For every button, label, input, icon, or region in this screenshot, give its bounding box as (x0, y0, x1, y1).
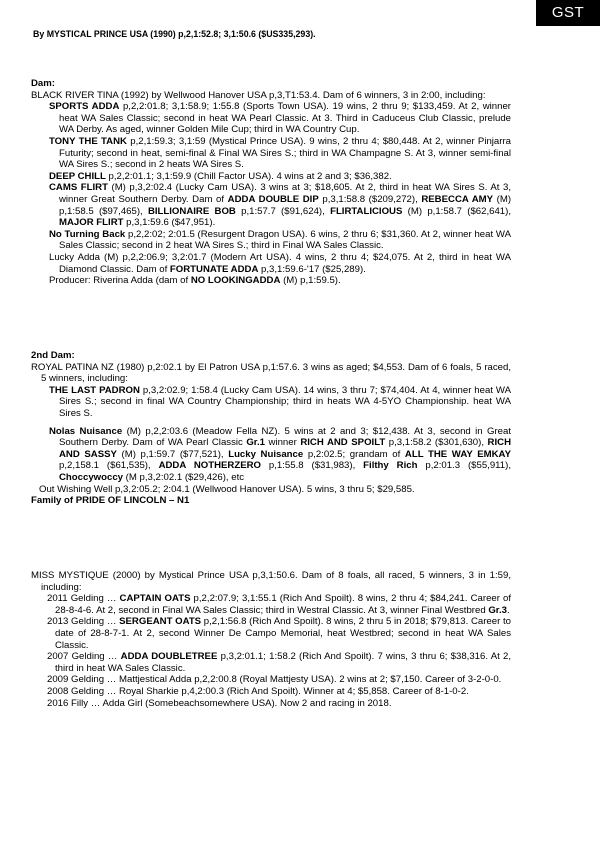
mystique-section (31, 570, 511, 709)
producer-entry (49, 275, 511, 287)
foal-entry: 2016 Filly … Adda Girl (Somebeachsomewhere USA). Now 2 and racing in 2018. (47, 697, 392, 709)
foal-prefix: 2011 Gelding … (47, 593, 120, 605)
mystique-line: MISS MYSTIQUE (2000) by Mystical Prince USA p,3,1:50.6. Dam of 8 foals, all raced, 5 winners, 3 in 1:59, including: (31, 570, 511, 593)
gst-badge: GST (536, 0, 600, 26)
second-dam-section (31, 350, 511, 507)
horse-name: ALL THE WAY EMKAY (404, 448, 511, 460)
horse-name: REBECCA AMY (421, 193, 494, 205)
horse-name: BILLIONAIRE BOB (147, 205, 236, 217)
progeny-entry (49, 385, 511, 420)
group-grade: Gr.3 (488, 604, 507, 616)
progeny-text: (M) p,1:58.7 ($62,641), (402, 205, 511, 217)
progeny-text: p,3,2:02.9; 1:58.4 (Lucky Cam USA). 14 wins, 3 thru 7; $74,404. At 4, winner heat WA Sires S.; second in final WA Country Championship; third in heats WA 4-5YO Championship. heat WA Sires S. (59, 384, 511, 419)
progeny-entry (49, 426, 511, 484)
progeny-entry (49, 229, 511, 252)
foal-text: p,2,2:07.9; 3,1:55.1 (Rich And Spoilt). 8 wins, 2 thru 4; $84,241. Career of 28-8-4-6. At 2, second in Final WA Sales Classic; third in Westral Classic. At 3, winner Final Westbred (55, 593, 512, 616)
horse-name: RICH AND SASSY (59, 437, 511, 460)
horse-name: Nolas Nuisance (49, 425, 123, 437)
progeny-text: (M) p,2,2:03.6 (Meadow Fella NZ). 5 wins at 2 and 3; $12,438. At 3, second in Great Southern Derby. Dam of WA Pearl Classic (59, 425, 512, 449)
foal-entry (47, 651, 511, 674)
horse-name: NO LOOKINGADDA (190, 275, 281, 287)
horse-name: SERGEANT OATS (119, 616, 202, 628)
horse-name: TONY THE TANK (49, 135, 127, 147)
horse-name: RICH AND SPOILT (300, 437, 386, 449)
horse-name: ADDA NOTHERZERO (158, 460, 262, 472)
progeny-text: p,3,1:58.2 ($301,630), (385, 437, 488, 449)
progeny-entry (49, 101, 511, 136)
progeny-text: p,1:55.8 ($31,983), (261, 460, 364, 472)
progeny-text: p,2,158.1 ($61,535), (59, 460, 159, 472)
foal-entry: 2008 Gelding … Royal Sharkie p,4,2:00.3 (Rich And Spoilt). Winner at 4; $5,858. Career of 8-1-0-2. (47, 685, 469, 697)
progeny-text: (M) p,3,2:02.4 (Lucky Cam USA). 3 wins at 3; $18,605. At 2, third in heat WA Sires S. At 3, winner Great Southern Derby. Dam of (59, 182, 512, 205)
horse-name: DEEP CHILL (49, 170, 106, 182)
foal-text: p,3,2:01.1; 1:58.2 (Rich And Spoilt). 7 wins, 3 thru 6; $38,316. At 2, third in heat WA Sales Classic. (55, 651, 511, 674)
group-grade: Gr.1 (246, 437, 265, 449)
horse-name: ADDA DOUBLE DIP (227, 193, 319, 205)
progeny-text: p,2,2:01.1; 3,1:59.9 (Chill Factor USA). 4 wins at 2 and 3; $36,382. (105, 170, 392, 182)
progeny-text: (M) p,1:58.5 ($97,465), (59, 193, 512, 217)
horse-name: CAMS FLIRT (49, 182, 108, 194)
foal-prefix: 2007 Gelding … (47, 651, 121, 663)
foal-entry (47, 593, 511, 616)
horse-name: Lucky Nuisance (228, 448, 304, 460)
progeny-text: p,3,1:58.8 ($209,272), (318, 193, 422, 205)
progeny-text: p,2:02.5; grandam of (303, 448, 405, 460)
horse-name: Filthy Rich (363, 460, 418, 472)
progeny-text: p,2:01.3 ($55,911), (417, 460, 511, 472)
progeny-text: p,3,1:59.6-'17 ($25,289). (258, 263, 366, 275)
horse-name: FORTUNATE ADDA (169, 263, 259, 275)
foal-entry (47, 616, 511, 651)
progeny-entry (49, 182, 511, 228)
horse-name: CAPTAIN OATS (119, 593, 191, 605)
horse-name: MAJOR FLIRT (59, 217, 124, 229)
progeny-text: winner (265, 437, 301, 449)
foal-text: p,2,1:56.8 (Rich And Spoilt). 8 wins, 2 thru 5 in 2018; $79,813. Career to date of 28-8-7-1. At 2, second Winner De Campo Memorial, heat Westbred; second in heat WA Sales Classic. (55, 616, 511, 651)
horse-name: ADDA DOUBLETREE (120, 651, 218, 663)
horse-name: No Turning Back (49, 228, 126, 240)
progeny-text: (M) p,1:59.5). (280, 275, 341, 287)
progeny-entry (49, 171, 511, 183)
foal-text: . (507, 604, 510, 616)
progeny-entry (49, 136, 511, 171)
progeny-text: Lucky Adda (M) p,2,2:06.9; 3,2:01.7 (Modern Art USA). 4 wins, 2 thru 4; $24,075. At 2, third in heat WA Diamond Classic. Dam of (49, 251, 511, 275)
progeny-text: p,3,1:59.6 ($47,951). (123, 217, 216, 229)
family-line: Family of PRIDE OF LINCOLN – N1 (31, 495, 190, 507)
progeny-text: p,2,2:01.8; 3,1:58.9; 1:55.8 (Sports Town USA). 19 wins, 2 thru 9; $133,459. At 2, winner heat WA Sales Classic; second in heat WA Pearl Classic. At 3. Third in Caduceus Club Classic, prelude WA Derby. As aged, winner Golden Mile Cup; third in WA Country Cup. (59, 101, 511, 136)
dam-heading: Dam: (31, 78, 55, 89)
dam-section (31, 78, 511, 287)
horse-name: Choccywoccy (59, 471, 123, 483)
horse-name: SPORTS ADDA (49, 101, 120, 113)
progeny-text: p,2,2:02; 2:01.5 (Resurgent Dragon USA). 6 wins, 2 thru 6; $31,360. At 2, winner heat WA Sales Classic; second in 2 heat WA Sires S.; third in Final WA Sales Classic. (59, 228, 511, 252)
horse-name: FLIRTALICIOUS (330, 205, 403, 217)
progeny-entry (49, 252, 511, 275)
horse-name: THE LAST PADRON (49, 384, 140, 396)
foal-entry: 2009 Gelding … Mattjestical Adda p,2,2:00.8 (Royal Mattjesty USA). 2 wins at 2; $7,150. Career of 3-2-0-0. (47, 674, 502, 686)
progeny-text: Producer: Riverina Adda (dam of (49, 275, 191, 287)
second-dam-heading: 2nd Dam: (31, 350, 75, 361)
second-dam-line: ROYAL PATINA NZ (1980) p,2:02.1 by El Patron USA p,1:57.6. 3 wins as aged; $4,553. Dam of 6 foals, 5 raced, 5 winners, including: (31, 361, 511, 385)
foal-prefix: 2013 Gelding … (47, 616, 120, 628)
progeny-text: p,1:57.7 ($91,624), (235, 205, 331, 217)
progeny-text: p,2,1:59.3; 3,1:59 (Mystical Prince USA). 9 wins, 2 thru 4; $80,448. At 2, winner Pinjarra Futurity; second in heat, semi-final & Final WA Sires S.; third in WA Champagne S. At 3, winner semi-final WA Sires S.; second in 2 heats WA Sires S. (59, 135, 511, 171)
sire-line: By MYSTICAL PRINCE USA (1990) p,2,1:52.8; 3,1:50.6 ($US335,293). (33, 29, 316, 39)
progeny-text: (M p,3,2:02.1 ($29,426), etc (123, 471, 245, 483)
dam-line: BLACK RIVER TINA (1992) by Wellwood Hanover USA p,3,T1:53.4. Dam of 6 winners, 3 in 2:00, including: (31, 89, 486, 101)
progeny-entry: Out Wishing Well p,3,2:05.2; 2:04.1 (Wellwood Hanover USA). 5 wins, 3 thru 5; $29,585. (39, 483, 415, 495)
progeny-text: (M) p,1:59.7 ($77,521), (116, 448, 229, 460)
